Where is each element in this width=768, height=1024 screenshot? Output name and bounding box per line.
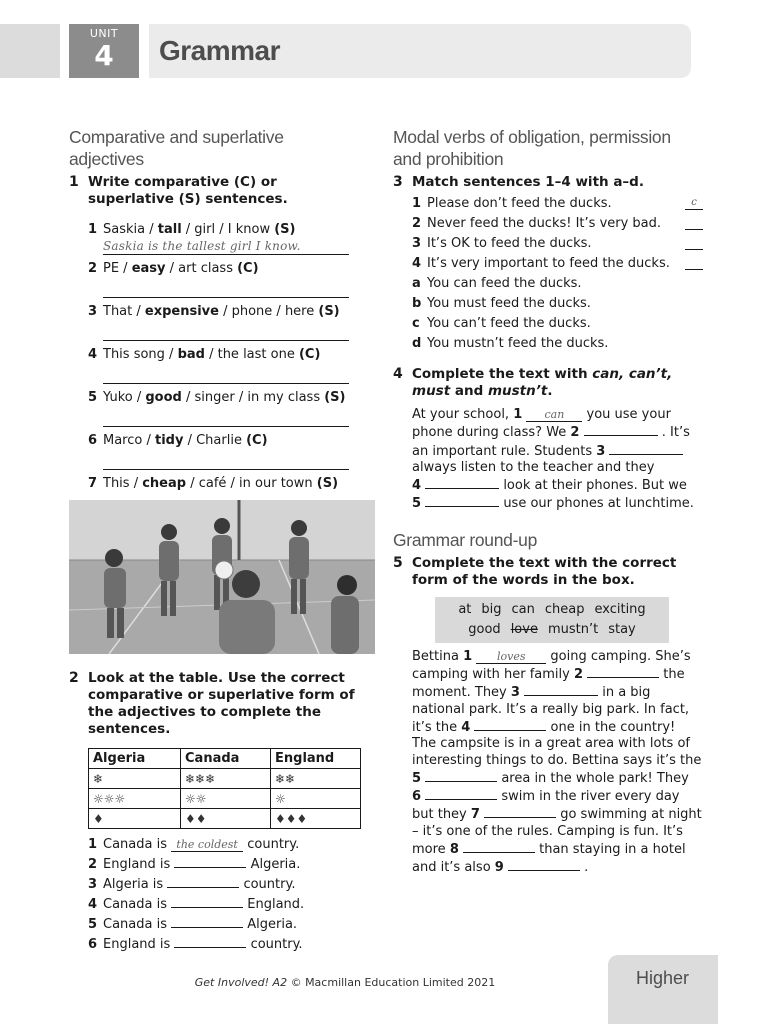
prompt-text: / the last one — [204, 347, 299, 362]
table-cell: Algeria — [89, 749, 181, 769]
exercise-4-text — [393, 407, 703, 513]
gap-blank-8[interactable] — [463, 840, 535, 853]
gap-blank-5[interactable] — [425, 769, 497, 782]
text-run: England is — [103, 937, 175, 952]
exercise-number: 5 — [393, 554, 403, 571]
exercise-1-item — [69, 261, 357, 298]
prompt-tag: (C) — [246, 433, 268, 448]
item-prompt — [69, 347, 357, 363]
text-run: you use your phone during class? We — [412, 407, 671, 441]
prompt-text: / Charlie — [183, 433, 247, 448]
item-number: 4 — [412, 256, 422, 271]
item-number: 3 — [412, 236, 422, 251]
item-number: 3 — [88, 304, 98, 319]
item-number: 2 — [88, 261, 98, 276]
text-run: At your school, — [412, 407, 514, 422]
item-text — [103, 875, 369, 895]
page-title: Grammar — [159, 35, 281, 66]
item-number: 6 — [88, 433, 98, 448]
gap-number: 3 — [510, 685, 520, 701]
gap-number: 5 — [412, 496, 422, 512]
prompt-adjective: good — [145, 390, 182, 405]
exercise-2-item — [69, 915, 369, 935]
answer-line[interactable] — [103, 365, 349, 384]
option-sentence — [393, 294, 703, 314]
item-number: 1 — [412, 196, 422, 211]
table-cell: ☼☼ — [181, 789, 271, 809]
item-number: 5 — [88, 917, 98, 932]
item-text — [103, 476, 357, 492]
item-prompt — [69, 222, 357, 238]
gap-number: 3 — [596, 443, 606, 459]
table-cell: ♦♦ — [181, 809, 271, 829]
table-cell: England — [271, 749, 361, 769]
prompt-tag: (C) — [298, 347, 321, 362]
right-column — [393, 126, 703, 877]
table-cell: ❄❄ — [271, 769, 361, 789]
item-text — [103, 895, 369, 915]
exercise-2-header — [69, 670, 369, 738]
word-box-word: big — [481, 601, 502, 617]
prompt-text: This song / — [103, 347, 178, 362]
exercise-number: 4 — [393, 366, 403, 382]
word-box-word: mustn’t — [547, 621, 599, 637]
sentence-text: It’s OK to feed the ducks. — [427, 236, 592, 251]
book-title: Get Involved! A2 — [194, 976, 288, 989]
item-number: 1 — [88, 837, 98, 852]
prompt-text: / singer / in my class — [181, 390, 325, 405]
gap-blank[interactable] — [171, 895, 243, 908]
gap-number: 6 — [412, 789, 422, 805]
text-run: go swimming at night – it’s one of the rules. Camping is fun. It’s more — [412, 807, 702, 858]
item-text — [103, 835, 369, 855]
exercise-instruction: Match sentences 1–4 with a–d. — [412, 174, 644, 190]
item-number: 4 — [88, 347, 98, 362]
text-run: look at their phones. But we — [499, 478, 687, 494]
item-number: 6 — [88, 937, 98, 952]
instruction-modal-mustnt: mustn’t — [487, 383, 548, 399]
unit-number: 4 — [94, 39, 114, 72]
item-number: 1 — [88, 222, 98, 237]
item-prompt — [69, 390, 357, 406]
text-run: Bettina — [412, 648, 464, 664]
title-bar — [149, 24, 691, 78]
item-text — [103, 222, 357, 238]
prompt-adjective: easy — [131, 261, 166, 276]
option-sentence — [393, 314, 703, 334]
prompt-text: Marco / — [103, 433, 155, 448]
prompt-tag: (S) — [316, 476, 339, 491]
sentence-text: Please don’t feed the ducks. — [427, 196, 612, 211]
exercise-number: 1 — [69, 174, 79, 190]
text-run: one in the country! The campsite is in a great area with lots of interesting things to do. Bettina says it’s the — [412, 719, 702, 768]
item-prompt — [69, 261, 357, 277]
table-row — [89, 809, 361, 829]
option-letter: d — [412, 336, 422, 351]
word-box-word: love — [510, 621, 538, 637]
prompt-text: Saskia / — [103, 222, 158, 237]
option-letter: a — [412, 276, 421, 291]
answer-text: Saskia is the tallest girl I know. — [103, 239, 301, 253]
match-answer-blank[interactable] — [685, 218, 703, 230]
prompt-adjective: tall — [157, 222, 182, 237]
gap-number: 4 — [412, 478, 422, 494]
text-run: country. — [243, 837, 300, 852]
table-cell: Canada — [181, 749, 271, 769]
option-sentence — [393, 334, 703, 354]
text-run: Algeria. — [246, 857, 301, 872]
instruction-text: Complete the text with — [412, 366, 593, 382]
text-run: Canada is — [103, 897, 172, 912]
table-cell: ❄ — [89, 769, 181, 789]
exercise-2 — [69, 670, 369, 955]
exercise-2-item — [69, 855, 369, 875]
item-number: 2 — [88, 857, 98, 872]
exercise-2-item — [69, 895, 369, 915]
gap-number: 4 — [461, 719, 471, 735]
gap-blank-9[interactable] — [508, 858, 580, 871]
text-run: England is — [103, 857, 175, 872]
gap-blank-7[interactable] — [484, 805, 556, 818]
instruction-text: and — [450, 383, 488, 399]
prompt-tag: (S) — [318, 304, 340, 319]
word-box-row — [435, 600, 669, 620]
text-run: use our phones at lunchtime. — [499, 496, 694, 512]
text-run: country. — [246, 937, 303, 952]
section-title-roundup: Grammar round-up — [393, 529, 538, 550]
text-run: going camping. She’s camping with her family — [412, 648, 691, 683]
exercise-instruction: Complete the text with the correct form of the words in the box. — [412, 554, 677, 588]
table-cell: ♦♦♦ — [271, 809, 361, 829]
copyright-text: © Macmillan Education Limited 2021 — [287, 976, 496, 989]
gap-blank-2[interactable] — [587, 665, 659, 678]
match-sentence — [393, 194, 703, 214]
gap-number: 5 — [412, 770, 422, 786]
match-answer-blank[interactable] — [685, 238, 703, 250]
table-row — [89, 789, 361, 809]
exercise-3-items — [393, 194, 703, 354]
prompt-text: / phone / here — [218, 304, 319, 319]
exercise-1-item — [69, 433, 357, 470]
text-run: the moment. They — [412, 667, 685, 701]
header-left-block — [0, 24, 60, 78]
table-cell: ☼ — [271, 789, 361, 809]
gap-blank[interactable] — [174, 935, 246, 948]
exercise-4-header — [393, 366, 703, 400]
word-box-word: can — [511, 601, 535, 617]
exercise-2-items — [69, 835, 369, 955]
photo-girls-huddle — [69, 500, 375, 654]
item-text — [103, 935, 369, 955]
prompt-adjective: tidy — [155, 433, 184, 448]
exercise-2-item — [69, 935, 369, 955]
option-letter: b — [412, 296, 422, 311]
prompt-tag: (S) — [324, 390, 346, 405]
exercise-instruction: Look at the table. Use the correct comparative or superlative form of the adjectives to complete the sentences. — [88, 670, 355, 737]
prompt-text: / girl / I know — [181, 222, 275, 237]
exercise-1-item — [69, 304, 357, 341]
section-title-modals: Modal verbs of obligation, permission and prohibition — [393, 127, 671, 169]
instruction-modals: can, can’t, must — [412, 366, 673, 399]
table-cell: ☼☼☼ — [89, 789, 181, 809]
exercise-5-text — [393, 649, 703, 877]
gap-blank-6[interactable] — [425, 787, 497, 800]
gap-blank-3[interactable] — [524, 683, 598, 696]
unit-badge — [69, 24, 139, 78]
gap-number: 9 — [494, 860, 504, 876]
answer-line[interactable] — [103, 238, 349, 255]
item-number: 2 — [412, 216, 422, 231]
exercise-3-header — [393, 174, 703, 191]
match-sentence — [393, 254, 703, 274]
text-run: Canada is — [103, 837, 172, 852]
prompt-adjective: cheap — [142, 476, 187, 491]
text-run: area in the whole park! They — [497, 770, 689, 786]
prompt-text: / café / in our town — [186, 476, 317, 491]
exercise-instruction — [412, 366, 703, 400]
text-run: Algeria. — [243, 917, 298, 932]
option-sentence — [393, 274, 703, 294]
exercise-number: 2 — [69, 670, 79, 686]
word-box-word: cheap — [544, 601, 585, 617]
item-number: 7 — [88, 476, 98, 491]
item-prompt — [69, 304, 357, 320]
gap-blank[interactable] — [174, 855, 246, 868]
answer-line[interactable] — [103, 408, 349, 427]
word-box — [435, 597, 669, 643]
item-number: 3 — [88, 877, 98, 892]
item-number: 4 — [88, 897, 98, 912]
prompt-tag: (S) — [274, 222, 296, 237]
sentence-text: You mustn’t feed the ducks. — [427, 336, 609, 351]
gap-blank-2[interactable] — [584, 423, 658, 436]
gap-number: 2 — [573, 667, 583, 683]
item-text — [103, 433, 357, 449]
level-tab — [608, 955, 718, 1024]
unit-label: UNIT — [89, 27, 119, 40]
item-text — [103, 261, 357, 277]
match-answer-blank[interactable] — [685, 258, 703, 270]
gap-blank[interactable] — [171, 915, 243, 928]
item-text — [103, 304, 357, 320]
item-number: 5 — [88, 390, 98, 405]
level-label: Higher — [636, 968, 690, 988]
text-run: than staying in a hotel and it’s also — [412, 842, 686, 876]
left-column — [69, 126, 357, 513]
sentence-text: You can feed the ducks. — [427, 276, 582, 291]
word-box-row — [435, 620, 669, 640]
gap-answer[interactable]: the coldest — [171, 838, 243, 852]
text-run: swim in the river every day but they — [412, 789, 680, 823]
exercise-1-header — [69, 174, 357, 208]
table-cell: ♦ — [89, 809, 181, 829]
sentence-text: Never feed the ducks! It’s very bad. — [427, 216, 662, 231]
text-run: in a big national park. It’s a really big park. In fact, it’s the — [412, 685, 690, 735]
exercise-2-item — [69, 835, 369, 855]
section-title-comparatives: Comparative and superlative adjectives — [69, 127, 284, 169]
exercise-1-items — [69, 222, 357, 513]
text-run: Canada is — [103, 917, 172, 932]
exercise-instruction: Write comparative (C) or superlative (S) sentences. — [88, 174, 288, 207]
weather-table — [88, 748, 361, 829]
match-answer-blank[interactable]: c — [685, 198, 703, 210]
text-run: England. — [243, 897, 305, 912]
table-row — [89, 769, 361, 789]
match-sentence — [393, 214, 703, 234]
exercise-1-item — [69, 222, 357, 255]
item-text — [103, 915, 369, 935]
answer-line[interactable] — [103, 279, 349, 298]
gap-number: 1 — [463, 648, 473, 664]
word-box-word: good — [468, 621, 501, 637]
text-run: country. — [239, 877, 296, 892]
sentence-text: It’s very important to feed the ducks. — [427, 256, 670, 271]
gap-blank-4[interactable] — [474, 718, 546, 731]
gap-number: 2 — [570, 425, 580, 441]
sentence-text: You must feed the ducks. — [427, 296, 591, 311]
exercise-5-header — [393, 555, 703, 589]
table-row — [89, 749, 361, 769]
answer-line[interactable] — [103, 322, 349, 341]
gap-blank-3[interactable] — [609, 442, 683, 455]
gap-blank-5[interactable] — [425, 494, 499, 507]
prompt-adjective: bad — [177, 347, 205, 362]
prompt-text: PE / — [103, 261, 132, 276]
gap-blank[interactable] — [167, 875, 239, 888]
text-run: . — [579, 860, 589, 876]
text-run: always listen to the teacher and they — [412, 459, 655, 475]
item-prompt — [69, 476, 357, 492]
prompt-text: Yuko / — [103, 390, 146, 405]
exercise-number: 3 — [393, 174, 403, 190]
text-run: . It’s an important rule. Students — [412, 425, 690, 459]
gap-number: 1 — [513, 407, 523, 422]
item-prompt — [69, 433, 357, 449]
word-box-word: at — [458, 601, 472, 617]
answer-line[interactable] — [103, 451, 349, 470]
item-text — [103, 855, 369, 875]
exercise-1-item — [69, 347, 357, 384]
prompt-tag: (C) — [237, 261, 259, 276]
gap-blank-4[interactable] — [425, 476, 499, 489]
gap-number: 8 — [449, 842, 459, 858]
gap-number: 7 — [470, 807, 480, 823]
instruction-text: . — [547, 383, 553, 399]
prompt-text: That / — [103, 304, 145, 319]
match-sentence — [393, 234, 703, 254]
exercise-2-item — [69, 875, 369, 895]
table-cell: ❄❄❄ — [181, 769, 271, 789]
photo-illustration — [69, 500, 375, 654]
gap-answer-1[interactable]: can — [526, 408, 582, 422]
item-text — [103, 390, 357, 406]
footer-copyright — [0, 976, 690, 989]
sentence-text: You can’t feed the ducks. — [427, 316, 591, 331]
item-text — [103, 347, 357, 363]
word-box-word: exciting — [594, 601, 646, 617]
prompt-text: This / — [103, 476, 143, 491]
word-box-word: stay — [608, 621, 636, 637]
exercise-1-item — [69, 390, 357, 427]
prompt-text: / art class — [165, 261, 238, 276]
option-letter: c — [412, 316, 420, 331]
gap-answer-1[interactable]: loves — [476, 650, 546, 664]
text-run: Algeria is — [103, 877, 168, 892]
prompt-adjective: expensive — [144, 304, 219, 319]
